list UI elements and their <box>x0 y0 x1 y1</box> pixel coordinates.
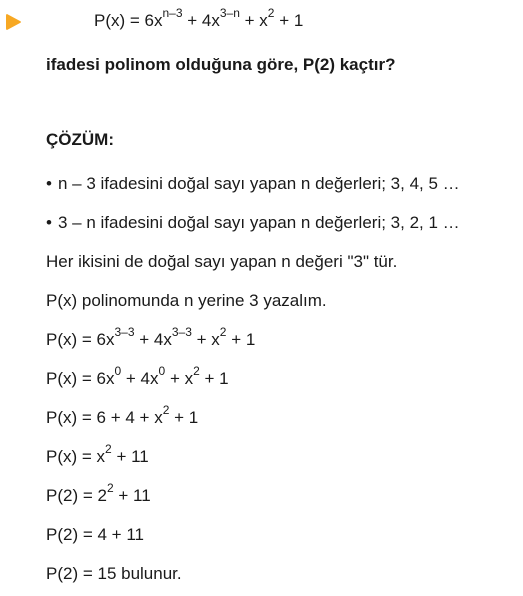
solution-step-4: $P(x) = x^2 + 11$ <box>46 442 149 466</box>
problem-question: ifadesi polinom olduğuna göre, P(2) kaçtır? <box>46 55 396 74</box>
solution-bullet-2: • 3 – n ifadesini doğal sayı yapan n değerleri; 3, 2, 1 … <box>46 213 460 232</box>
solution-bullet-1: • n – 3 ifadesini doğal sayı yapan n değerleri; 3, 4, 5 … <box>46 174 460 193</box>
solution-step-7: P(2) = 15 bulunur. <box>46 564 182 583</box>
solution-text-1: Her ikisini de doğal sayı yapan n değeri "3" tür. <box>46 252 398 271</box>
problem-equation: $P(x) = 6x^{n-3} + 4x^{3-n} + x^2 + 1$ <box>94 6 304 30</box>
solution-step-5: $P(2) = 2^2 + 11$ <box>46 481 151 505</box>
solution-step-6: P(2) = 4 + 11 <box>46 525 144 544</box>
solution-heading: ÇÖZÜM: <box>46 130 114 149</box>
solution-step-1: $P(x) = 6x^{3-3} + 4x^{3-3} + x^2 + 1$ <box>46 325 256 349</box>
solution-text-2: P(x) polinomunda n yerine 3 yazalım. <box>46 291 327 310</box>
solution-step-3: $P(x) = 6 + 4 + x^2 + 1$ <box>46 403 199 427</box>
play-triangle-icon <box>4 12 24 32</box>
solution-step-2: $P(x) = 6x^0 + 4x^0 + x^2 + 1$ <box>46 364 229 388</box>
